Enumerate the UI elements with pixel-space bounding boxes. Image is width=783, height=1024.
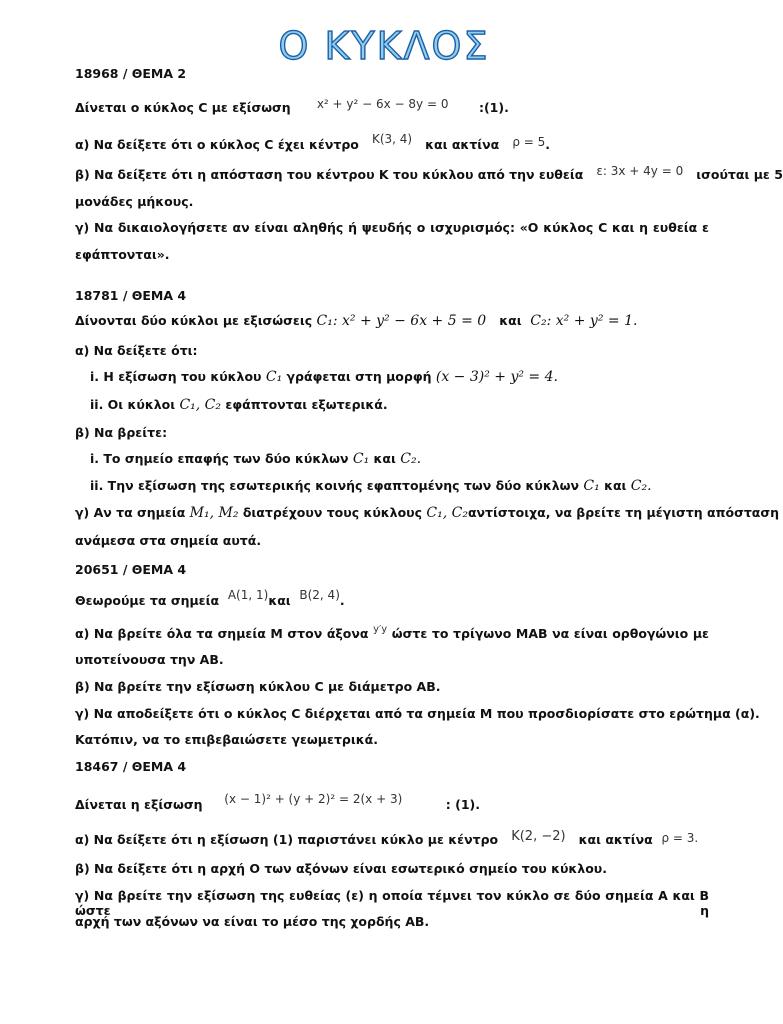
- equation: B(2, 4): [299, 588, 340, 602]
- problem-line: Δίνεται η εξίσωση (x − 1)² + (y + 2)² = 2(x + 3) : (1).: [75, 792, 481, 812]
- equation: x² + y² − 6x − 8y = 0: [316, 97, 449, 111]
- problem-line: Θεωρούμε τα σημεία A(1, 1)και B(2, 4).: [75, 588, 345, 608]
- equation: ε: 3x + 4y = 0: [596, 164, 684, 178]
- problem-line: β) Να δείξετε ότι η αρχή Ο των αξόνων είναι εσωτερικό σημείο του κύκλου.: [75, 861, 607, 876]
- equation: C₁: [265, 369, 283, 385]
- equation: C₂: x² + y² = 1.: [530, 313, 638, 329]
- problem-line: β) Να βρείτε την εξίσωση κύκλου C με διάμετρο ΑΒ.: [75, 679, 441, 694]
- problem-line: α) Να βρείτε όλα τα σημεία Μ στον άξονα $^{y'y}$ ώστε το τρίγωνο ΜΑΒ να είναι ορθογώνιο με: [75, 624, 709, 641]
- problem-line: αρχή των αξόνων να είναι το μέσο της χορδής ΑΒ.: [75, 914, 430, 929]
- problem-line: α) Να δείξετε ότι:: [75, 343, 198, 358]
- problem-line: γ) Αν τα σημεία M₁, M₂ διατρέχουν τους κύκλους C₁, C₂αντίστοιχα, να βρείτε τη μέγιστη απόσταση: [75, 505, 780, 521]
- problem-line: β) Να δείξετε ότι η απόσταση του κέντρου Κ του κύκλου από την ευθεία ε: 3x + 4y = 0 ισούται με 5: [75, 164, 783, 182]
- equation: K(2, −2): [511, 829, 566, 844]
- equation: y′y: [373, 624, 388, 635]
- equation: C₁: [352, 451, 370, 467]
- problem-line: i. Το σημείο επαφής των δύο κύκλων C₁ και C₂.: [90, 451, 422, 467]
- equation: C₂.: [630, 478, 652, 494]
- problem-line: ανάμεσα στα σημεία αυτά.: [75, 533, 262, 548]
- problem-line: εφάπτονται».: [75, 247, 170, 262]
- equation: K(3, 4): [371, 132, 413, 146]
- problem-line: α) Να δείξετε ότι η εξίσωση (1) παριστάνει κύκλο με κέντρο K(2, −2) και ακτίνα ρ = 3.: [75, 829, 699, 847]
- equation: (x − 1)² + (y + 2)² = 2(x + 3): [224, 792, 403, 806]
- equation: C₁, C₂: [426, 505, 468, 521]
- problem-line: ii. Οι κύκλοι C₁, C₂ εφάπτονται εξωτερικά.: [90, 397, 388, 413]
- equation: C₂.: [400, 451, 422, 467]
- problem-line: α) Να δείξετε ότι ο κύκλος C έχει κέντρο K(3, 4) και ακτίνα ρ = 5.: [75, 132, 551, 152]
- problem-line: i. Η εξίσωση του κύκλου C₁ γράφεται στη μορφή (x − 3)² + y² = 4.: [90, 369, 558, 385]
- equation: C₁: [583, 478, 600, 494]
- equation: C₁: x² + y² − 6x + 5 = 0: [316, 313, 487, 329]
- equation: M₁, M₂: [189, 505, 239, 521]
- problem-line: β) Να βρείτε:: [75, 425, 168, 440]
- problem-line: μονάδες μήκους.: [75, 194, 194, 209]
- equation: ρ = 3.: [661, 831, 699, 845]
- problem-line: γ) Να βρείτε την εξίσωση της ευθείας (ε) η οποία τέμνει τον κύκλο σε δύο σημεία Α και Β ώστε η: [75, 888, 709, 918]
- problem-header: 18781 / ΘΕΜΑ 4: [75, 288, 187, 303]
- equation: C₁, C₂: [179, 397, 222, 413]
- page-title: Ο ΚΥΚΛΟΣ: [278, 24, 490, 68]
- problem-line: γ) Να αποδείξετε ότι ο κύκλος C διέρχεται από τα σημεία Μ που προσδιορίσατε στο ερώτημα (α).: [75, 706, 760, 721]
- problem-line: υποτείνουσα την ΑΒ.: [75, 652, 224, 667]
- equation: A(1, 1): [227, 588, 269, 602]
- problem-header: 20651 / ΘΕΜΑ 4: [75, 562, 187, 577]
- problem-line: Δίνεται ο κύκλος C με εξίσωση x² + y² − 6x − 8y = 0 :(1).: [75, 97, 509, 115]
- problem-header: 18467 / ΘΕΜΑ 4: [75, 759, 187, 774]
- equation: (x − 3)² + y² = 4.: [435, 369, 558, 385]
- equation: ρ = 5: [512, 135, 546, 149]
- problem-header: 18968 / ΘΕΜΑ 2: [75, 66, 187, 81]
- problem-line: Κατόπιν, να το επιβεβαιώσετε γεωμετρικά.: [75, 732, 378, 747]
- problem-line: ii. Την εξίσωση της εσωτερικής κοινής εφαπτομένης των δύο κύκλων C₁ και C₂.: [90, 478, 652, 494]
- problem-line: γ) Να δικαιολογήσετε αν είναι αληθής ή ψευδής ο ισχυρισμός: «Ο κύκλος C και η ευθεία ε: [75, 220, 709, 235]
- problem-line: Δίνονται δύο κύκλοι με εξισώσεις C₁: x² + y² − 6x + 5 = 0 και C₂: x² + y² = 1.: [75, 313, 638, 329]
